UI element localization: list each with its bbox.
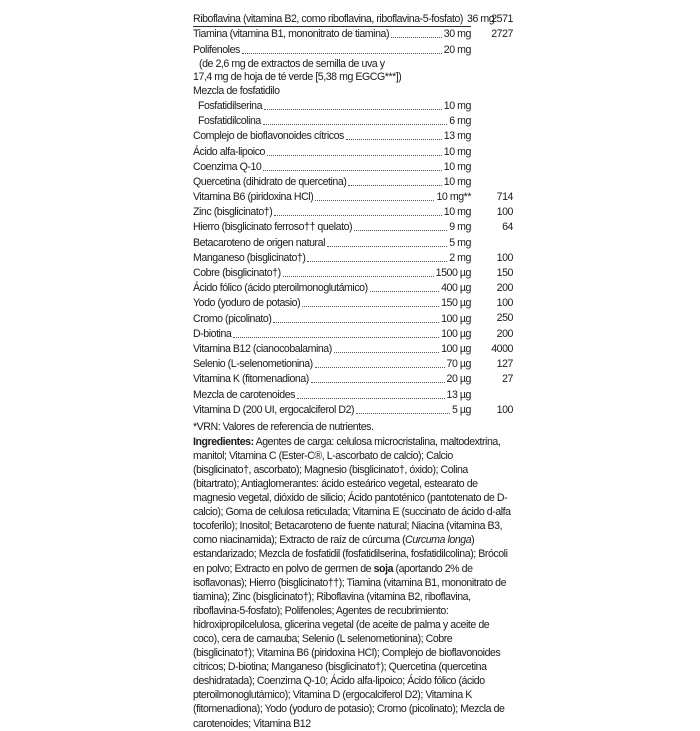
dotted-leader: [242, 53, 442, 54]
dotted-leader: [267, 155, 442, 156]
nutrient-leader: [193, 266, 471, 280]
nutrient-leader: [193, 251, 471, 265]
dotted-leader: [346, 139, 442, 140]
dotted-leader: [327, 246, 447, 247]
nutrient-vrn: 250: [496, 312, 513, 325]
nutrient-amount: 10 mg**: [436, 191, 471, 204]
dotted-leader: [283, 276, 434, 277]
nutrient-vrn: 714: [496, 190, 513, 203]
nutrient-leader: [193, 160, 471, 174]
nutrient-name: Cromo (picolinato): [193, 312, 272, 325]
nutrient-amount: 10 mg: [443, 145, 471, 158]
dotted-leader: [233, 337, 439, 338]
nutrient-leader: [193, 99, 471, 113]
nutrient-row: [193, 160, 513, 175]
nutrient-name: Vitamina B12 (cianocobalamina): [193, 342, 332, 355]
nutrient-vrn: 200: [496, 282, 513, 294]
nutrient-row: [193, 357, 513, 372]
nutrient-row: [193, 296, 513, 311]
nutrient-vrn: 127: [496, 357, 513, 370]
nutrient-name: Fosfatidilcolina: [198, 115, 261, 128]
nutrient-amount: 20 mg: [443, 43, 471, 56]
nutrient-name: Ácido alfa-lipoico: [193, 145, 265, 158]
ingredients-italic-text: Curcuma longa: [405, 534, 472, 547]
dotted-leader: [302, 306, 439, 307]
nutrient-row: [193, 220, 513, 235]
nutrient-vrn: 2571: [491, 13, 513, 25]
nutrient-amount: 150 µg: [441, 297, 471, 310]
nutrient-leader: [193, 342, 471, 356]
dotted-leader: [274, 215, 441, 216]
nutrient-leader: [193, 190, 471, 204]
nutrient-amount: 70 µg: [446, 358, 471, 371]
nutrient-name: Quercetina (dihidrato de quercetina): [193, 175, 347, 188]
nutrient-leader: [193, 357, 471, 371]
nutrient-name: Vitamina B6 (piridoxina HCl): [193, 191, 314, 204]
nutrient-vrn: 200: [496, 327, 513, 340]
nutrient-name: Zinc (bisglicinato†): [193, 206, 273, 219]
nutrient-amount: 13 µg: [446, 388, 471, 401]
nutrient-vrn: 27: [502, 373, 513, 386]
nutrient-name: D-biotina: [193, 327, 232, 340]
nutrient-vrn: 100: [496, 297, 513, 310]
nutrient-row: [193, 205, 513, 220]
dotted-leader: [356, 413, 450, 414]
ingredients-text: ) estandarizado; Mezcla de fosfatidil (fosfatidilserina, fosfatidilcolina); Brócoli en polvo; Extracto en polvo de germen de: [193, 534, 508, 575]
nutrient-name: Ácido fólico (ácido pteroilmonoglutámico): [193, 282, 368, 295]
dotted-leader: [311, 382, 445, 383]
ingredients-text: Agentes de carga: celulosa microcristalina, maltodextrina, manitol; Vitamina C (Ester-C®, L-ascorbato de calcio); Calcio (bisglicinato†, ascorbato); Magnesio (bisglicinato†, óxido); Colina (bitartrato); Antiaglomerantes: ácido esteárico vegetal, estearato de magnesio vegetal, dióxido de silicio; Ácido pantoténico (pantotenato de D-calcio); Goma de celulosa reticulada; Vitamina E (succinato de ácido d-alfa tocoferilo); Inositol; Betacaroteno de fuente natural; Niacina (vitamina B3, como niacinamida); Extracto de raíz de cúrcuma (: [193, 435, 511, 547]
supplement-facts-panel: [193, 12, 513, 731]
nutrient-amount: 2 mg: [449, 251, 471, 264]
nutrient-name: Hierro (bisglicinato ferroso†† quelato): [193, 221, 353, 234]
nutrient-amount: 400 µg: [441, 282, 471, 295]
nutrient-vrn: 100: [496, 403, 513, 416]
nutrient-leader: [193, 311, 471, 325]
nutrient-leader: [193, 42, 471, 56]
nutrient-leader: [193, 12, 495, 27]
dotted-leader: [354, 230, 447, 231]
nutrient-amount: 30 mg: [443, 28, 471, 41]
nutrient-row: [193, 129, 513, 144]
nutrient-leader: [193, 129, 471, 143]
nutrient-leader: [193, 235, 471, 249]
nutrient-leader: [193, 144, 471, 158]
nutrient-name: Cobre (bisglicinato†): [193, 267, 281, 279]
nutrient-name: Polifenoles: [193, 43, 240, 56]
polyphenol-source-line: (de 2,6 mg de extractos de semilla de uva y: [199, 57, 385, 70]
dotted-leader: [273, 322, 439, 323]
nutrient-table: [193, 12, 513, 418]
nutrient-row: [193, 251, 513, 266]
dotted-leader: [297, 398, 445, 399]
dotted-leader: [307, 261, 447, 262]
nutrient-amount: 6 mg: [449, 115, 471, 128]
ingredients-bold-text: Ingredientes:: [193, 435, 254, 448]
nutrient-amount: 1500 µg: [435, 267, 471, 279]
dotted-leader: [264, 109, 442, 110]
nutrient-name: Betacaroteno de origen natural: [193, 236, 325, 249]
nutrient-amount: 10 mg: [443, 175, 471, 188]
nutrient-row: [193, 327, 513, 342]
nutrient-amount: 13 mg: [443, 130, 471, 143]
ingredients-bold-text: soja: [373, 562, 394, 575]
nutrient-row: [193, 190, 513, 205]
nutrient-name: Fosfatidilserina: [198, 99, 263, 112]
nutrient-leader: [193, 387, 471, 401]
dotted-leader: [370, 291, 439, 292]
nutrient-amount: 100 µg: [441, 312, 471, 325]
nutrient-row: [193, 114, 513, 129]
nutrient-row: [193, 342, 513, 357]
dotted-leader: [391, 37, 442, 38]
nutrient-leader: [193, 327, 471, 341]
nutrient-leader: [193, 403, 471, 417]
nutrient-amount: 10 mg: [443, 206, 471, 219]
nutrient-name: Coenzima Q-10: [193, 160, 262, 173]
polyphenol-source-line: 17,4 mg de hoja de té verde [5,38 mg EGCG***]): [193, 70, 402, 83]
nutrient-amount: 100 µg: [441, 342, 471, 355]
nutrient-row: [193, 144, 513, 159]
nutrient-row: [193, 403, 513, 418]
nutrient-leader: [193, 114, 471, 128]
vrn-footnote: *VRN: Valores de referencia de nutrientes.: [193, 420, 374, 433]
nutrient-row: [193, 175, 513, 190]
nutrient-leader: [193, 205, 471, 219]
ingredients-list: [193, 435, 511, 731]
nutrient-name: Mezcla de carotenoides: [193, 388, 295, 401]
nutrient-row: [193, 387, 513, 402]
nutrient-vrn: 100: [496, 251, 513, 264]
nutrient-amount: 9 mg: [449, 221, 471, 234]
nutrient-amount: 5 µg: [451, 403, 471, 416]
nutrient-row: [193, 281, 513, 296]
nutrient-vrn: 64: [502, 221, 513, 234]
nutrient-amount: 100 µg: [441, 327, 471, 340]
nutrient-row: [193, 266, 513, 281]
nutrient-name: Complejo de bioflavonoides cítricos: [193, 130, 344, 143]
nutrient-row: [193, 42, 513, 57]
nutrient-name: Vitamina D (200 UI, ergocalciferol D2): [193, 403, 355, 416]
dotted-leader: [263, 170, 441, 171]
nutrient-amount: 20 µg: [446, 373, 471, 386]
dotted-leader: [315, 367, 445, 368]
nutrient-leader: [193, 220, 471, 234]
nutrient-leader: [193, 296, 471, 310]
nutrient-amount: 10 mg: [443, 99, 471, 112]
nutrient-name: Selenio (L-selenometionina): [193, 358, 313, 371]
nutrient-leader: [193, 281, 471, 295]
nutrient-row: [193, 311, 513, 326]
nutrient-name: Mezcla de fosfatidilo: [193, 84, 280, 97]
nutrient-name: Vitamina K (fitomenadiona): [193, 373, 309, 386]
dotted-leader: [348, 185, 441, 186]
nutrient-amount: 36 mg: [467, 13, 495, 26]
dotted-leader: [263, 124, 447, 125]
nutrient-row: [193, 372, 513, 387]
nutrient-row: [193, 84, 513, 99]
nutrient-leader: [193, 84, 471, 98]
nutrient-leader: [193, 372, 471, 386]
dotted-leader: [315, 200, 434, 201]
nutrient-amount: 5 mg: [449, 236, 471, 249]
nutrient-leader: [193, 175, 471, 189]
nutrient-name: Tiamina (vitamina B1, mononitrato de tiamina): [193, 28, 390, 41]
nutrient-row: [193, 12, 513, 27]
nutrient-name: Yodo (yoduro de potasio): [193, 297, 301, 310]
nutrient-vrn: 150: [496, 266, 513, 279]
nutrient-vrn: 4000: [491, 342, 513, 355]
nutrient-amount: 10 mg: [443, 160, 471, 173]
nutrient-row: [193, 27, 513, 42]
nutrient-leader: [193, 27, 471, 41]
ingredients-text: (aportando 2% de isoflavonas); Hierro (bisglicinato††); Tiamina (vitamina B1, mononitrato de tiamina); Zinc (bisglicinato†); Riboflavina (vitamina B2, riboflavina, riboflavina-5-fosfato); Polifenoles; Agentes de recubrimiento: hidroxipropilcelulosa, glicerina vegetal (de aceite de palma y aceite de coco), cera de carnauba; Selenio (L selenometionina); Cobre (bisglicinato†); Vitamina B6 (piridoxina HCl); Complejo de bioflavonoides cítricos; D-biotina; Manganeso (bisglicinato†); Quercetina (quercetina deshidratada); Coenzima Q-10; Ácido alfa-lipoico; Ácido fólico (ácido pteroilmonoglutámico); Vitamina D (ergocalciferol D2); Vitamina K (fitomenadiona); Yodo (yoduro de potasio); Cromo (picolinato); Mezcla de carotenoides; Vitamina B12: [193, 562, 507, 730]
nutrient-row: [193, 99, 513, 114]
nutrient-row: [193, 235, 513, 250]
nutrient-vrn: 2727: [491, 28, 513, 41]
nutrient-name: Riboflavina (vitamina B2, como riboflavina, riboflavina-5-fosfato): [193, 13, 464, 26]
nutrient-vrn: 100: [496, 206, 513, 219]
nutrient-name: Manganeso (bisglicinato†): [193, 251, 306, 264]
dotted-leader: [334, 352, 439, 353]
